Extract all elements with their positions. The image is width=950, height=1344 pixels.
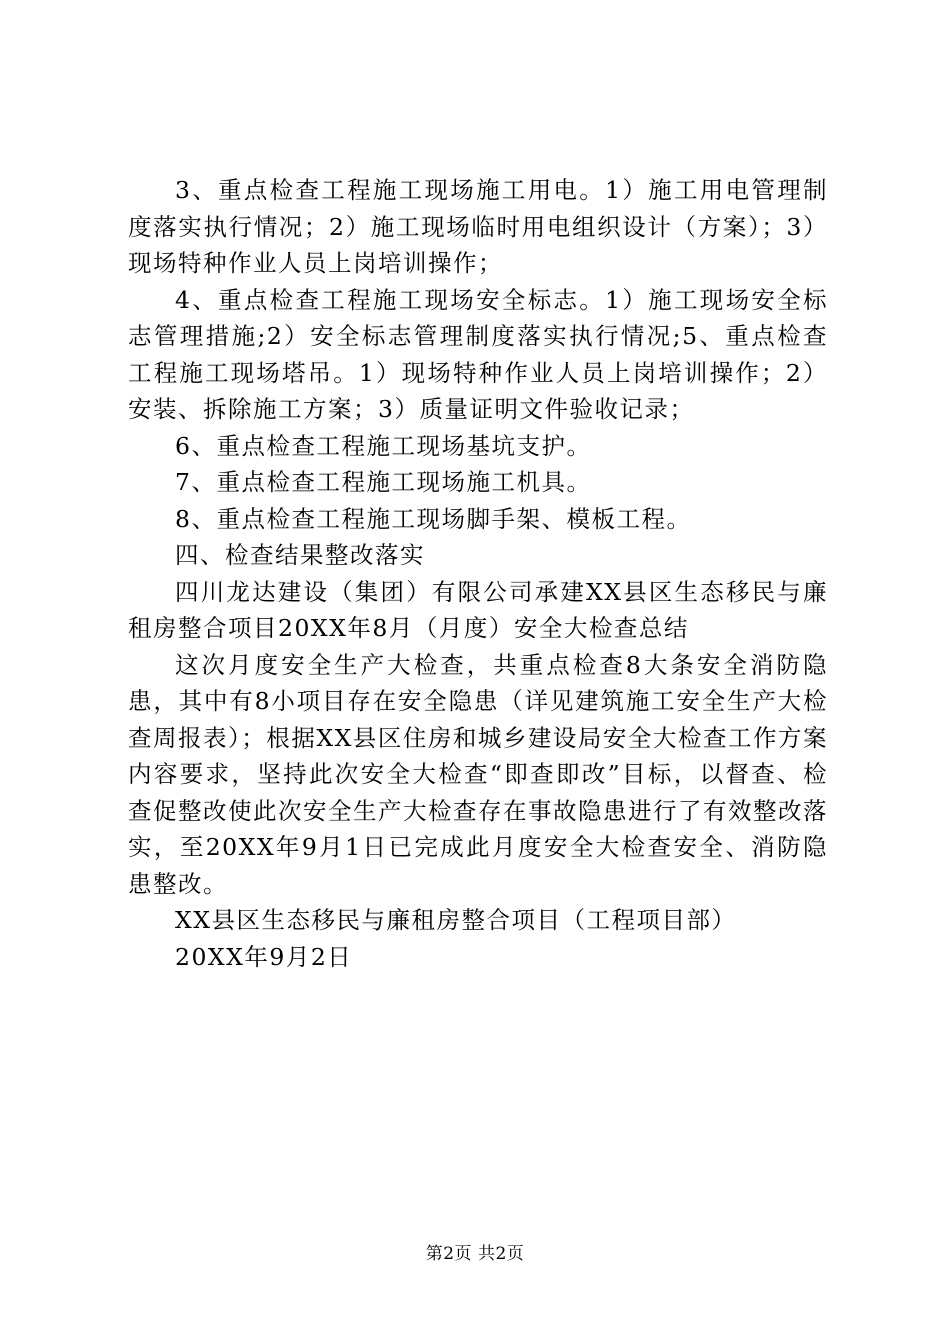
section-heading-rectification: 四、检查结果整改落实 (175, 541, 425, 569)
paragraph-foundation-pit: 6、重点检查工程施工现场基坑支护。 (175, 431, 592, 460)
document-body (128, 172, 828, 975)
paragraph-safety-signs-tower-crane: 4、重点检查工程施工现场安全标志。1）施工现场安全标志管理措施;2）安全标志管理制度落实执行情况;5、重点检查工程施工现场塔吊。1）现场特种作业人员上岗培训操作；2）安装、拆除施工方案；3）质量证明文件验收记录； (128, 285, 828, 423)
paragraph-scaffolding: 8、重点检查工程施工现场脚手架、模板工程。 (175, 504, 692, 533)
summary-title: 四川龙达建设（集团）有限公司承建XX县区生态移民与廉租房整合项目20XX年8月（月度）安全大检查总结 (128, 577, 828, 642)
paragraph-summary: 这次月度安全生产大检查，共重点检查8大条安全消防隐患，其中有8小项目存在安全隐患（详见建筑施工安全生产大检查周报表）；根据XX县区住房和城乡建设局安全大检查工作方案内容要求，坚持此次安全大检查“即查即改”目标，以督查、检查促整改使此次安全生产大检查存在事故隐患进行了有效整改落实，至20XX年9月1日已完成此月度安全大检查安全、消防隐患整改。 (128, 650, 828, 898)
paragraph-electricity: 3、重点检查工程施工现场施工用电。1）施工用电管理制度落实执行情况；2）施工现场临时用电组织设计（方案）；3）现场特种作业人员上岗培训操作； (128, 176, 828, 277)
signature-date: 20XX年9月2日 (175, 942, 353, 971)
page-number-footer: 第2页 共2页 (425, 1244, 525, 1264)
signature-department: XX县区生态移民与廉租房整合项目（工程项目部） (175, 906, 737, 934)
paragraph-machinery: 7、重点检查工程施工现场施工机具。 (175, 468, 592, 496)
